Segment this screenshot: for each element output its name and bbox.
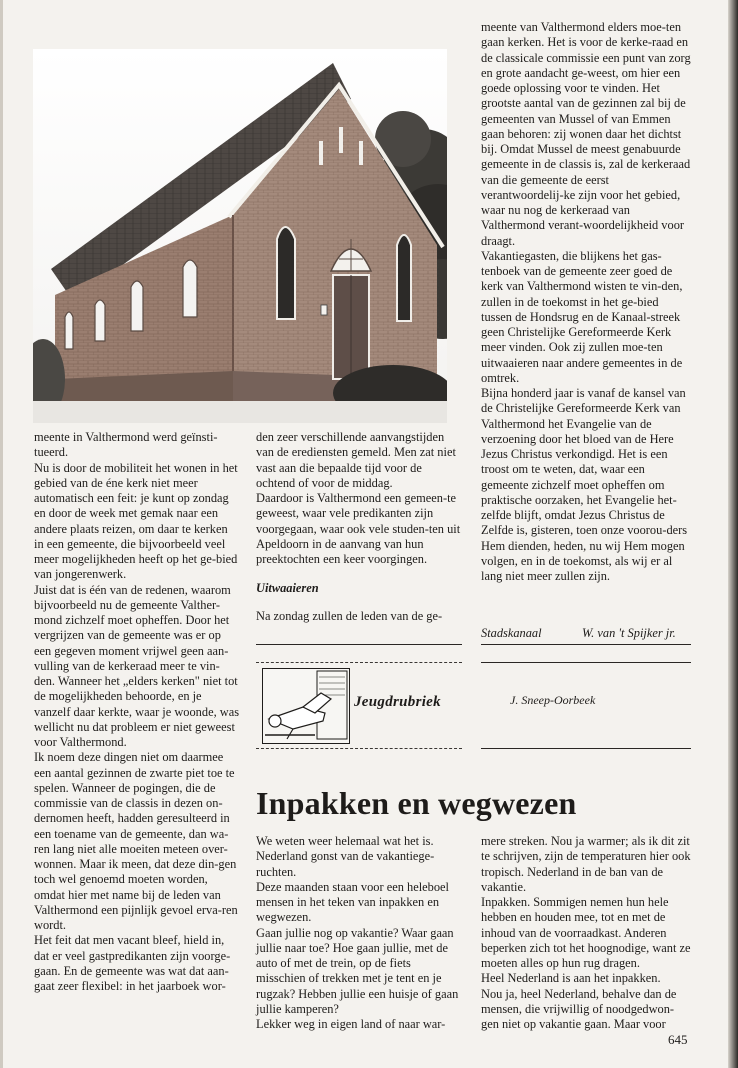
article-headline: Inpakken en wegwezen	[256, 785, 577, 821]
col1-paragraph-4: Ik noem deze dingen niet om daarmee een aantal gezinnen de zwarte piet toe te spelen. Wanneer de pogingen, die de commissie van de classis in dezen on-dernomen heeft, hadden geresulteerd in een toename van de gemeente, dan wa-ren lang niet alle moeiten meteen over-wonnen. Maar ik meen, dat deze din-gen toch wel genoemd moeten worden, omdat hier met name bij de leden van Valthermond een pijnlijk gevoel erva-ren wordt.	[34, 750, 238, 932]
rubric-bottom-rule	[256, 748, 462, 749]
col3-paragraph-3: Bijna honderd jaar is vanaf de kansel van de Christelijke Gereformeerde Kerk van Valthermond het Evangelie van de verzoening door het bloed van de Here Jezus Christus verkondigd. Het is een troost om te weten, dat, waar een gemeente zichzelf moet opheffen om praktische oorzaken, het Evangelie het-zelfde blijft, omdat Jezus Christus de Zelfde is, gisteren, toen onze voorou-ders Hem dienden, heden, nu wij Hem mogen volgen, en in de toekomst, als wij er al lang niet meer zullen zijn.	[481, 386, 688, 583]
subhead-uitwaaieren: Uitwaaieren	[256, 581, 319, 596]
rubric-author-top-rule	[481, 662, 691, 663]
col2-paragraph-2: Daardoor is Valthermond een gemeen-te geweest, waar vele predikanten zijn voorgegaan, waar ook vele studen-ten uit Apeldoorn in de aanvang van hun preektochten een keer voorgingen.	[256, 491, 461, 566]
page-number: 645	[668, 1032, 688, 1047]
col1-paragraph-3: Juist dat is één van de redenen, waarom bijvoorbeeld nu de gemeente Valther-mond zichzelf moet opheffen. Door het vergrijzen van de gemeente was er op een gegeven moment vrijwel geen aan-vulling van de kerkeraad meer te vin-den. Wanneer het „elders kerken" niet tot de mogelijkheden behoorde, en je vanzelf daar kerkte, waar je woonde, was wellicht nu dat probleem er niet geweest voor Valthermond.	[34, 582, 240, 749]
jeugdrubriek-logo	[262, 668, 350, 744]
col1-paragraph-1: meente in Valthermond werd geïnsti-tueerd.	[34, 430, 218, 460]
col1-paragraph-5: Het feit dat men vacant bleef, hield in, dat er veel gastpredikanten zijn voorge-gaan. En de gemeente was wat dat aan-gaat zeer flexibel: in het jaarboek wor-	[34, 933, 231, 993]
signature-place: Stadskanaal	[481, 626, 542, 640]
page-left-edge	[0, 0, 3, 1068]
col3-paragraph-1: meente van Valthermond elders moe-ten gaan kerken. Het is voor de kerke-raad en de classicale commissie een punt van zorg en grote aandacht ge-weest, om hier een goede oplossing voor te vinden. Het grootste aantal van de gezinnen zal bij de gemeenten van Mussel of van Emmen gaan behoren: zij wonen daar het dichtst bij. Omdat Mussel de meest genabuurde gemeente in de classis is, zal de kerkeraad van die gemeente de eerst verantwoordelij-ke zijn voor het gebied, waar nu nog de kerkeraad van Valthermond verant-woordelijkheid voor draagt.	[481, 20, 691, 248]
page-binding-shadow	[728, 0, 738, 1068]
article-col1-paragraph-2: Deze maanden staan voor een heleboel mensen in het teken van inpakken en wegwezen.	[256, 879, 449, 925]
rubric-author: J. Sneep-Oorbeek	[510, 693, 596, 707]
article-column-2	[481, 834, 691, 1032]
article-col2-paragraph-1: mere streken. Nou ja warmer; als ik dit zit te schrijven, zijn de temperaturen hier ook tropisch. Nederland in de ban van de vakantie.	[481, 834, 691, 894]
article-col2-paragraph-2: Inpakken. Sommigen nemen hun hele hebben en houden mee, tot en met de inhoud van de voorraadkast. Anderen beperken zich tot het hoognodige, want ze moeten alles op hun rug dragen.	[481, 895, 691, 970]
rubric-top-rule	[256, 662, 462, 663]
article-col1-paragraph-1: We weten weer helemaal wat het is. Nederland gonst van de vakantiege-ruchten.	[256, 834, 435, 879]
column-2	[256, 430, 462, 624]
signature-author: W. van 't Spijker jr.	[582, 626, 676, 640]
article-col2-paragraph-4: Nou ja, heel Nederland, behalve dan de mensen, die vrijwillig of noodgedwon-gen niet op vakantie gaan. Maar voor	[481, 986, 677, 1031]
article-column-1	[256, 834, 462, 1032]
church-photo	[33, 49, 447, 423]
article-col1-paragraph-3: Gaan jullie nog op vakantie? Waar gaan jullie naar toe? Hoe gaan jullie, met de auto of met de trein, op de fiets misschien of trekken met je tent en je rugzak? Hebben jullie een huisje of gaan jullie kamperen?	[256, 925, 459, 1016]
column-3	[481, 20, 691, 584]
col2-paragraph-1: den zeer verschillende aanvangstijden van de erediensten gemeld. Men zat niet vast aan die bepaalde tijd voor de ochtend of voor de middag.	[256, 430, 456, 490]
article-col1-paragraph-4: Lekker weg in eigen land of naar war-	[256, 1017, 446, 1031]
rubric-title: Jeugdrubriek	[354, 694, 441, 710]
col1-paragraph-2: Nu is door de mobiliteit het wonen in het gebied van de éne kerk niet meer automatisch een feit: je kunt op zondag en door de week met gemak naar een andere plaats reizen, om daar te kerken in een gemeente, die bijvoorbeeld veel meer mogelijkheden heeft op het ge-bied van jongerenwerk.	[34, 460, 238, 582]
col2-paragraph-3: Na zondag zullen de leden van de ge-	[256, 608, 443, 623]
column-1	[34, 430, 240, 994]
rubric-author-bottom-rule	[481, 748, 691, 749]
col3-paragraph-2: Vakantiegasten, die blijkens het gas-tenboek van de gemeente zeer goed de kerk van Valthermond wisten te vin-den, zullen in de toekomst in het ge-bied tussen de Hondsrug en de Kanaal-streek geen Christelijke Gereformeerde Kerk meer vinden. Ook zij zullen moe-ten uitwaaieren naar andere gemeentes in de omtrek.	[481, 248, 683, 385]
ground	[33, 401, 447, 423]
article-col2-paragraph-3: Heel Nederland is aan het inpakken.	[481, 971, 661, 986]
reading-figure-icon	[263, 669, 349, 743]
church-illustration	[33, 49, 447, 423]
rule-col3-end	[481, 644, 691, 645]
rule-col2-end	[256, 644, 462, 645]
